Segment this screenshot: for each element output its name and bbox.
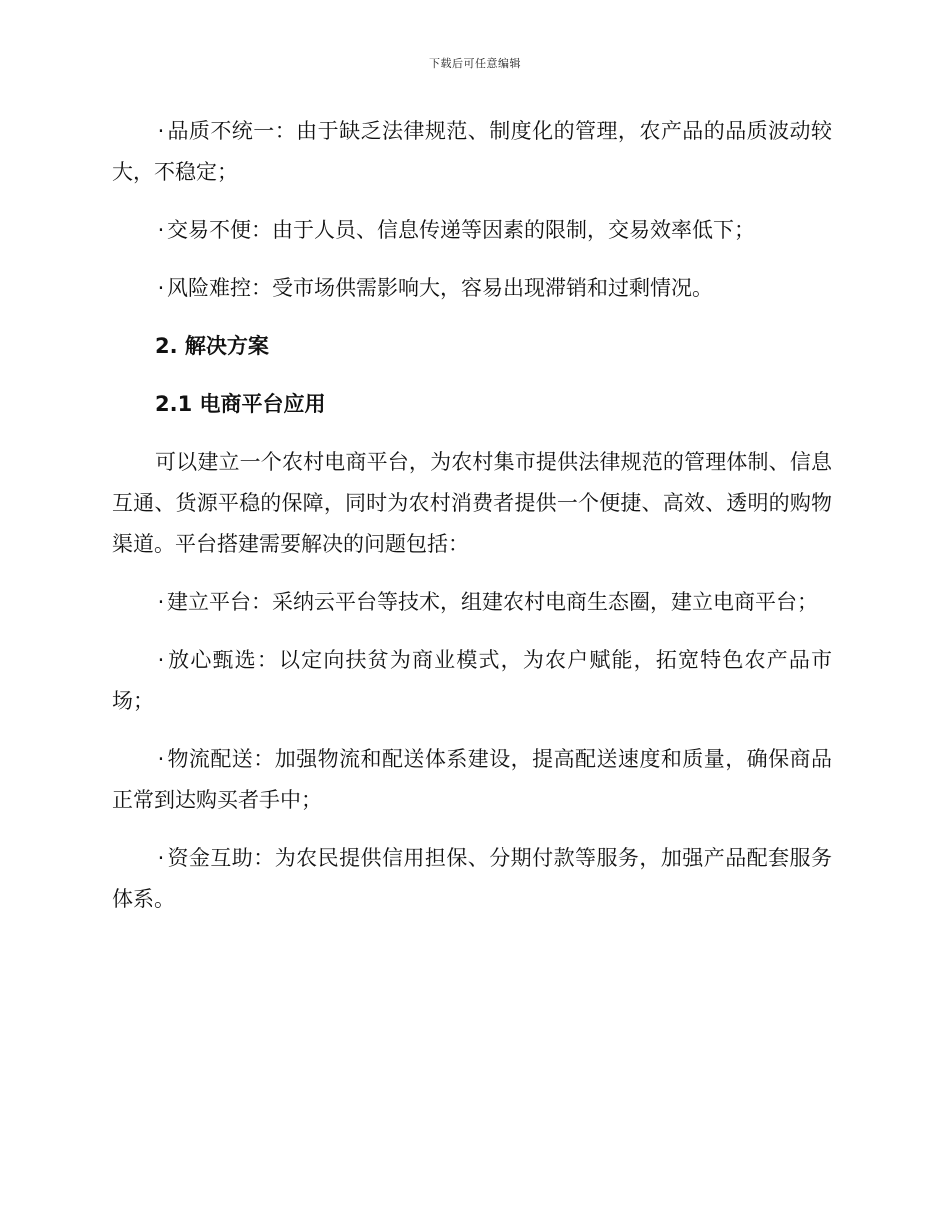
bullet-dot: · [157, 218, 165, 242]
bullet-text: 建立平台：采纳云平台等技术，组建农村电商生态圈，建立电商平台； [167, 590, 818, 614]
bullet-dot: · [157, 846, 165, 870]
bullet-quality [112, 111, 832, 193]
bullet-dot: · [157, 747, 165, 771]
bullet-text: 资金互助：为农民提供信用担保、分期付款等服务，加强产品配套服务体系。 [112, 846, 832, 911]
bullet-funding [112, 838, 832, 920]
bullet-text: 品质不统一：由于缺乏法律规范、制度化的管理，农产品的品质波动较大，不稳定； [112, 119, 832, 184]
bullet-trade [112, 210, 832, 251]
bullet-build-platform [112, 582, 832, 623]
bullet-risk [112, 268, 832, 309]
bullet-text: 物流配送：加强物流和配送体系建设，提高配送速度和质量，确保商品正常到达购买者手中； [112, 747, 832, 812]
bullet-dot: · [157, 590, 165, 614]
bullet-dot: · [157, 276, 165, 300]
page-header: 下载后可任意编辑 [429, 57, 521, 70]
bullet-text: 风险难控：受市场供需影响大，容易出现滞销和过剩情况。 [167, 276, 713, 300]
bullet-dot: · [157, 119, 165, 143]
intro-paragraph: 可以建立一个农村电商平台，为农村集市提供法律规范的管理体制、信息互通、货源平稳的保障，同时为农村消费者提供一个便捷、高效、透明的购物渠道。平台搭建需要解决的问题包括： [112, 450, 832, 556]
subsection-heading-ecommerce: 2.1 电商平台应用 [155, 392, 326, 416]
bullet-dot: · [157, 648, 165, 672]
section-heading-solution: 2. 解决方案 [155, 334, 269, 358]
bullet-selection [112, 640, 832, 722]
bullet-logistics [112, 739, 832, 821]
bullet-text: 放心甄选：以定向扶贫为商业模式，为农户赋能，拓宽特色农产品市场； [112, 648, 832, 713]
document-body [112, 111, 832, 937]
bullet-text: 交易不便：由于人员、信息传递等因素的限制，交易效率低下； [167, 218, 755, 242]
